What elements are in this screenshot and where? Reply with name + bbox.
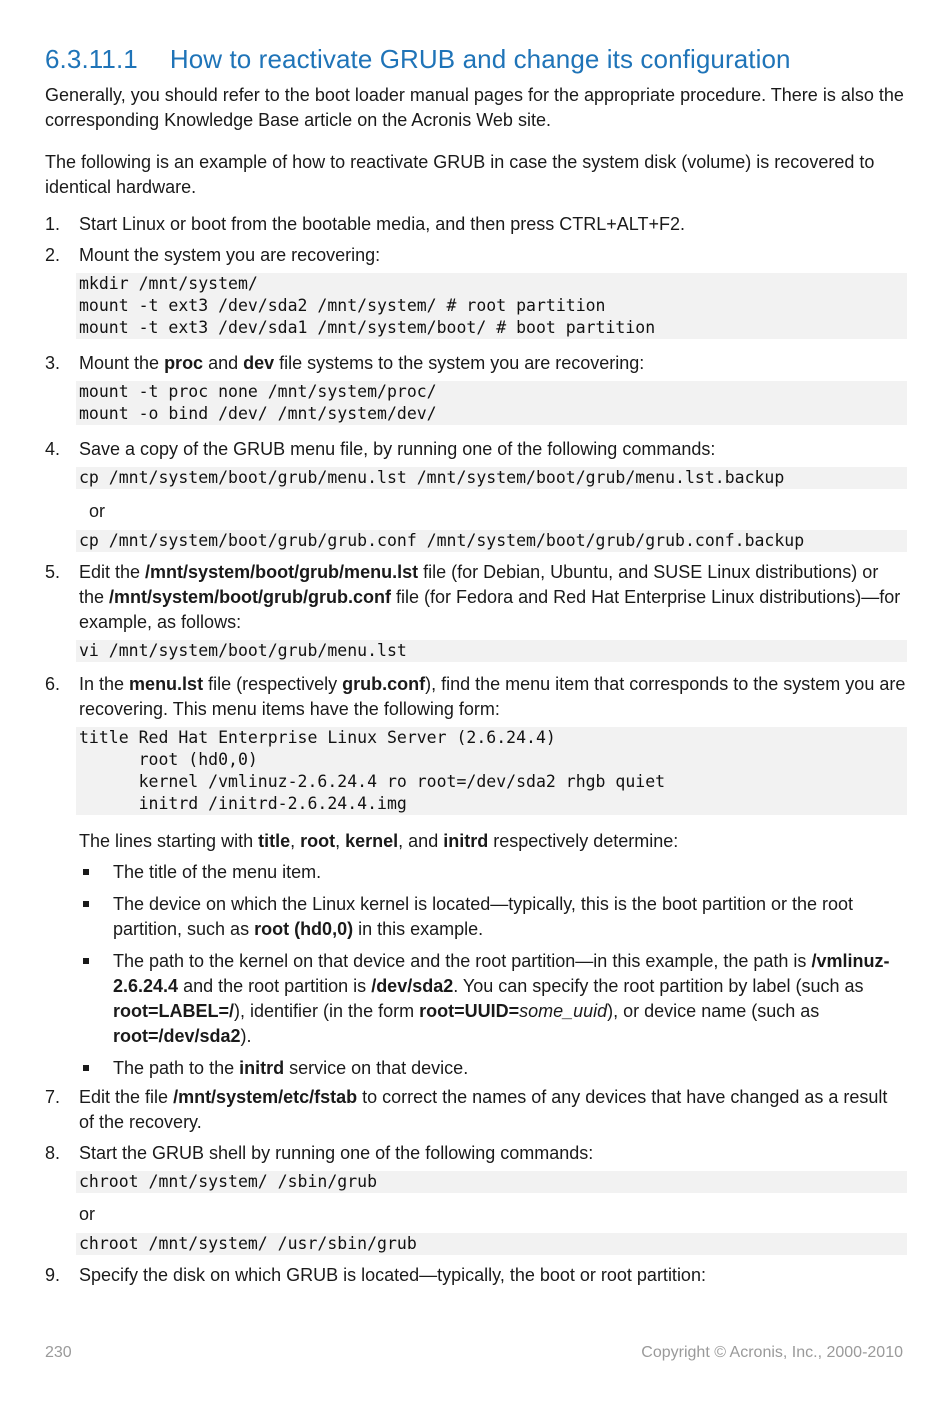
code-block: chroot /mnt/system/ /sbin/grub — [76, 1171, 907, 1193]
step-4 — [45, 437, 907, 552]
step-number: 3. — [45, 353, 61, 373]
step-text: Mount the proc and dev file systems to the system you are recovering: — [79, 353, 645, 373]
code-block: cp /mnt/system/boot/grub/grub.conf /mnt/system/boot/grub/grub.conf.backup — [76, 530, 907, 552]
step-number: 5. — [45, 562, 61, 582]
intro-paragraph-1: Generally, you should refer to the boot loader manual pages for the appropriate procedure. There is also the corresponding Knowledge Base article on the Acronis Web site. — [45, 85, 904, 130]
step-text: Edit the /mnt/system/boot/grub/menu.lst file (for Debian, Ubuntu, and SUSE Linux distributions) or the /mnt/system/boot/grub/grub.conf file (for Fedora and Red Hat Enterprise Linux distributions)—for example, as follows: — [79, 562, 901, 632]
or-label: or — [79, 1204, 96, 1224]
page-number: 230 — [45, 1344, 72, 1361]
step-number: 6. — [45, 674, 61, 694]
step-1 — [45, 212, 907, 237]
code-block: chroot /mnt/system/ /usr/sbin/grub — [76, 1233, 907, 1255]
step-text: Mount the system you are recovering: — [79, 245, 381, 265]
steps-list — [45, 212, 907, 1288]
step-number: 1. — [45, 214, 61, 234]
bullet-item: The title of the menu item. — [79, 860, 907, 885]
intro-paragraph-2: The following is an example of how to reactivate GRUB in case the system disk (volume) is recovered to identical hardware. — [45, 152, 875, 197]
bullet-list — [79, 860, 907, 1081]
step-5 — [45, 560, 907, 662]
step-2 — [45, 243, 907, 339]
step-text: Save a copy of the GRUB menu file, by running one of the following commands: — [79, 439, 716, 459]
square-bullet-icon — [83, 869, 89, 875]
step-number: 8. — [45, 1143, 61, 1163]
step-number: 4. — [45, 439, 61, 459]
step-9 — [45, 1263, 907, 1288]
step-7 — [45, 1085, 907, 1135]
step-text: Edit the file /mnt/system/etc/fstab to correct the names of any devices that have changed as a result of the recovery. — [79, 1087, 888, 1132]
bullet-item: The path to the kernel on that device and the root partition—in this example, the path is /vmlinuz-2.6.24.4 and the root partition is /dev/sda2. You can specify the root partition by label (such as root=LABEL=/), identifier (in the form root=UUID=some_uuid), or device name (such as root=/dev/sda2). — [79, 949, 907, 1049]
step-number: 2. — [45, 245, 61, 265]
or-label: or — [89, 501, 106, 521]
square-bullet-icon — [83, 958, 89, 964]
bullet-item: The device on which the Linux kernel is located—typically, this is the boot partition or the root partition, such as root (hd0,0) in this example. — [79, 892, 907, 942]
step-number: 7. — [45, 1087, 61, 1107]
code-block: cp /mnt/system/boot/grub/menu.lst /mnt/system/boot/grub/menu.lst.backup — [76, 467, 907, 489]
copyright-notice: Copyright © Acronis, Inc., 2000-2010 — [641, 1344, 903, 1361]
code-block: mkdir /mnt/system/ mount -t ext3 /dev/sda2 /mnt/system/ # root partition mount -t ext3 /dev/sda1 /mnt/system/boot/ # boot partition — [76, 273, 907, 339]
step-text: Start the GRUB shell by running one of the following commands: — [79, 1143, 594, 1163]
section-number: 6.3.11.1 — [45, 44, 138, 74]
step-text: Start Linux or boot from the bootable media, and then press CTRL+ALT+F2. — [79, 214, 685, 234]
code-block: title Red Hat Enterprise Linux Server (2.6.24.4) root (hd0,0) kernel /vmlinuz-2.6.24.4 ro root=/dev/sda2 rhgb quiet initrd /initrd-2.6.24.4.img — [76, 727, 907, 815]
section-title: How to reactivate GRUB and change its configuration — [169, 44, 791, 74]
code-block: mount -t proc none /mnt/system/proc/ mount -o bind /dev/ /mnt/system/dev/ — [76, 381, 907, 425]
step-text: Specify the disk on which GRUB is located—typically, the boot or root partition: — [79, 1265, 706, 1285]
step-text: In the menu.lst file (respectively grub.conf), find the menu item that corresponds to the system you are recovering. This menu items have the following form: — [79, 674, 906, 719]
step-6 — [45, 672, 907, 1081]
step-number: 9. — [45, 1265, 61, 1285]
square-bullet-icon — [83, 1065, 89, 1071]
bullet-item: The path to the initrd service on that device. — [79, 1056, 907, 1081]
square-bullet-icon — [83, 901, 89, 907]
lines-description: The lines starting with title, root, kernel, and initrd respectively determine: — [79, 831, 679, 851]
code-block: vi /mnt/system/boot/grub/menu.lst — [76, 640, 907, 662]
section-heading — [45, 44, 907, 75]
document-page — [45, 44, 907, 1288]
step-3 — [45, 351, 907, 425]
step-8 — [45, 1141, 907, 1255]
